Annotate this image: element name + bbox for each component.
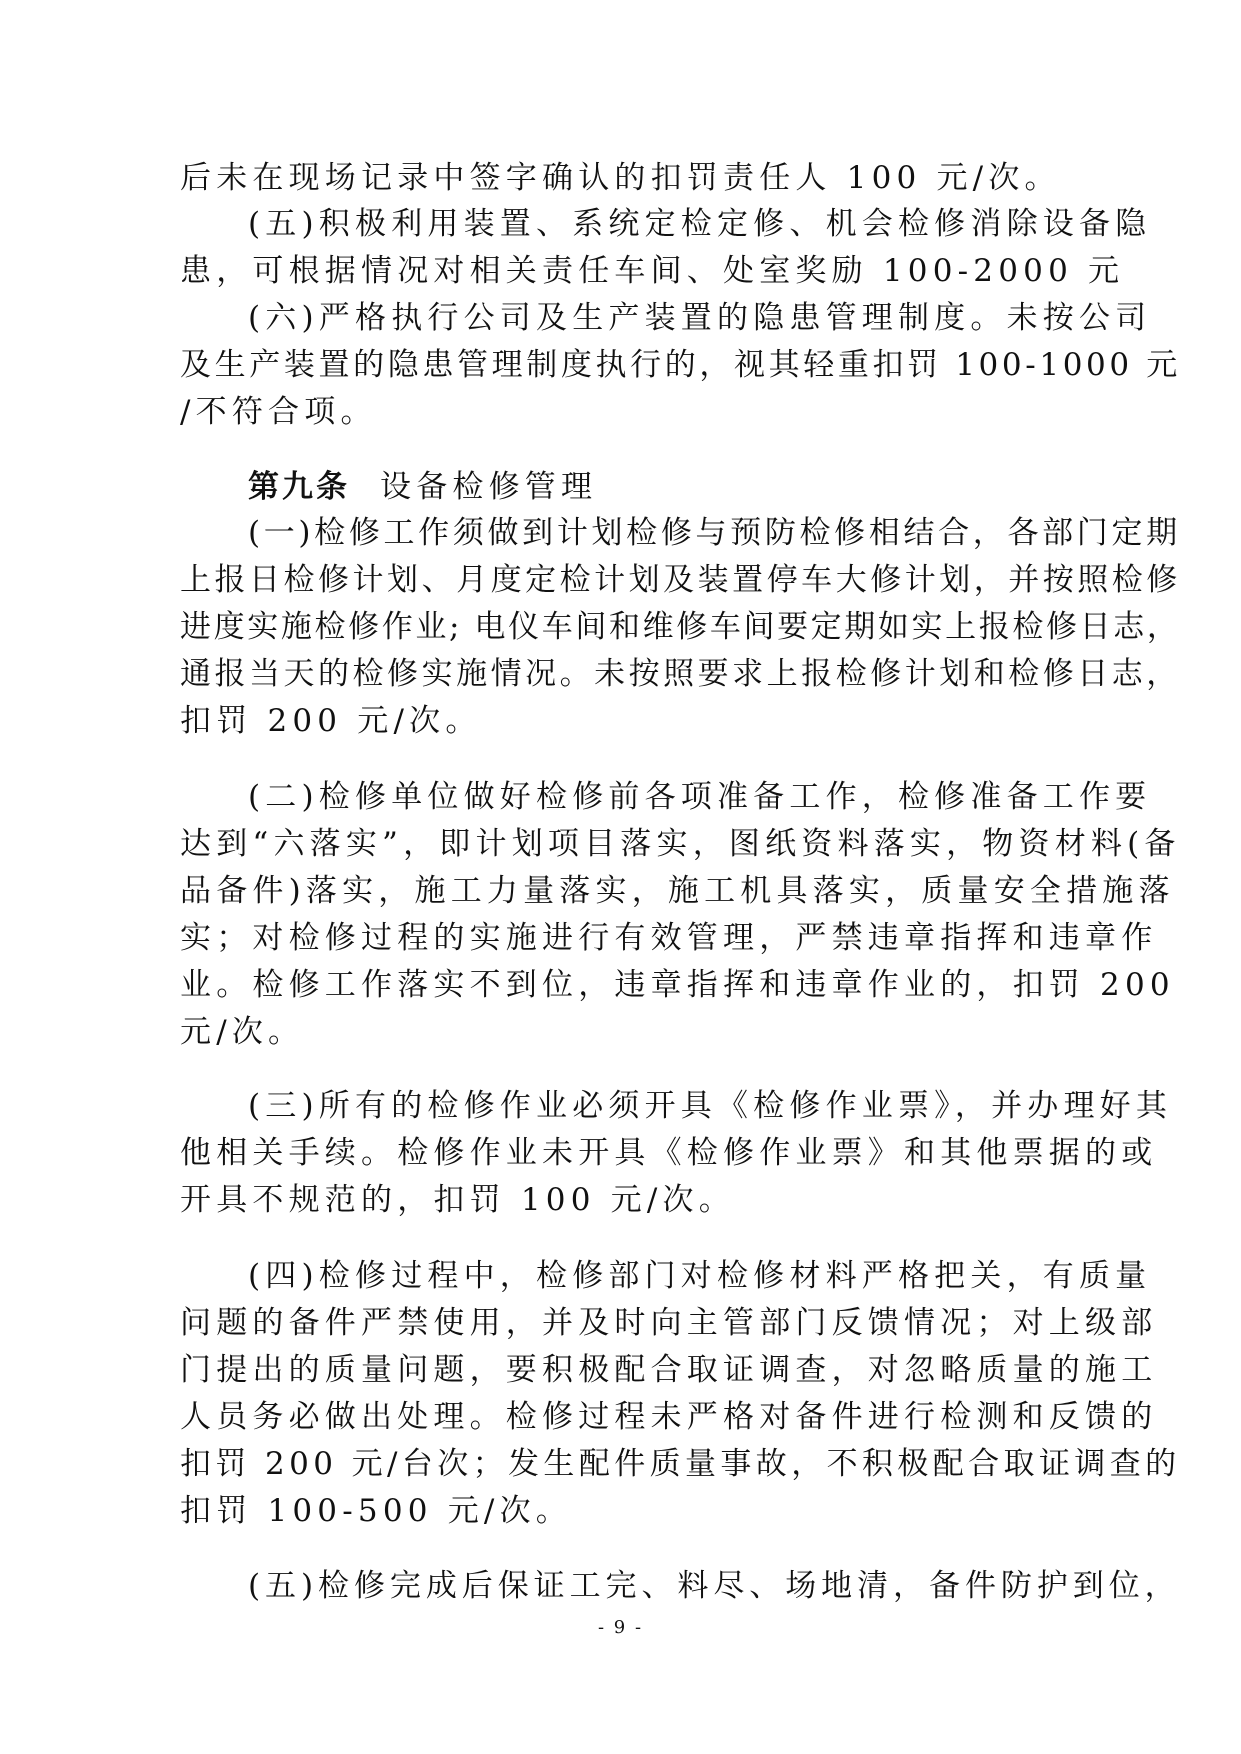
text-line: 他相关手续。检修作业未开具《检修作业票》和其他票据的或 — [180, 1135, 1158, 1171]
text-line: 实；对检修过程的实施进行有效管理，严禁违章指挥和违章作 — [180, 920, 1158, 956]
text-line: (一)检修工作须做到计划检修与预防检修相结合，各部门定期 — [248, 515, 1181, 551]
page-number: - 9 - — [597, 1617, 644, 1638]
text-line: 问题的备件严禁使用，并及时向主管部门反馈情况；对上级部 — [180, 1305, 1158, 1341]
text-line: 开具不规范的，扣罚 100 元/次。 — [180, 1182, 735, 1218]
text-line: 达到“六落实”，即计划项目落实，图纸资料落实，物资材料(备 — [180, 826, 1181, 862]
text-line: /不符合项。 — [180, 394, 377, 430]
text-line: 扣罚 200 元/次。 — [180, 703, 482, 739]
text-line: (三)所有的检修作业必须开具《检修作业票》，并办理好其 — [248, 1088, 1173, 1124]
text-line: 扣罚 100-500 元/次。 — [180, 1493, 572, 1529]
text-line: (六)严格执行公司及生产装置的隐患管理制度。未按公司 — [248, 300, 1152, 336]
text-line: (五)积极利用装置、系统定检定修、机会检修消除设备隐 — [248, 206, 1152, 242]
text-line: 后未在现场记录中签字确认的扣罚责任人 100 元/次。 — [180, 160, 1061, 196]
article-heading — [248, 467, 597, 507]
text-line: 通报当天的检修实施情况。未按照要求上报检修计划和检修日志， — [180, 656, 1181, 692]
text-line: 元/次。 — [180, 1014, 305, 1050]
text-line: 人员务必做出处理。检修过程未严格对备件进行检测和反馈的 — [180, 1399, 1158, 1435]
text-line: 扣罚 200 元/台次；发生配件质量事故，不积极配合取证调查的 — [180, 1446, 1181, 1482]
text-line: 上报日检修计划、月度定检计划及装置停车大修计划，并按照检修 — [180, 562, 1181, 598]
text-line: (四)检修过程中，检修部门对检修材料严格把关，有质量 — [248, 1258, 1152, 1294]
text-line: 患，可根据情况对相关责任车间、处室奖励 100-2000 元 — [180, 253, 1125, 289]
text-line: 品备件)落实，施工力量落实，施工机具落实，质量安全措施落 — [180, 873, 1175, 909]
text-line: 门提出的质量问题，要积极配合取证调查，对忽略质量的施工 — [180, 1352, 1158, 1388]
text-line: (二)检修单位做好检修前各项准备工作，检修准备工作要 — [248, 779, 1152, 815]
article-number: 第九条 — [248, 469, 350, 505]
text-line: 及生产装置的隐患管理制度执行的，视其轻重扣罚 100-1000 元 — [180, 347, 1181, 383]
text-line: 进度实施检修作业; 电仪车间和维修车间要定期如实上报检修日志， — [180, 609, 1181, 645]
text-line: 业。检修工作落实不到位，违章指挥和违章作业的，扣罚 200 — [180, 967, 1175, 1003]
text-line: (五)检修完成后保证工完、料尽、场地清，备件防护到位， — [248, 1568, 1181, 1604]
article-title: 设备检修管理 — [380, 469, 598, 505]
